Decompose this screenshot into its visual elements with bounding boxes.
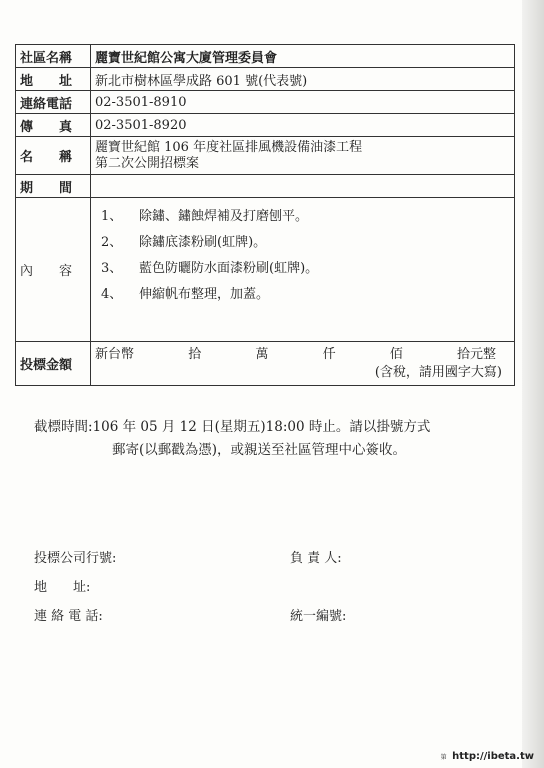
label-phone: 連絡電話 — [16, 91, 91, 114]
price-currency: 新台幣 — [95, 346, 135, 362]
item-text: 除鏽底漆粉刷(虹牌)。 — [139, 235, 267, 250]
deadline-line1: 截標時間:106 年 05 月 12 日(星期五)18:00 時止。請以掛號方式 — [34, 419, 431, 435]
deadline-line2: 郵寄(以郵戳為憑)，或親送至社區管理中心簽收。 — [112, 442, 407, 458]
price-units-row — [95, 346, 510, 364]
price-note: (含稅，請用國字大寫) — [374, 364, 502, 380]
label-period: 期 間 — [16, 175, 91, 198]
value-address: 新北市樹林區學成路 601 號(代表號) — [91, 68, 515, 91]
scanned-page-edge — [522, 0, 544, 768]
value-content — [91, 198, 515, 342]
value-bid-amount — [91, 342, 515, 386]
price-unit: 萬 — [255, 346, 269, 362]
label-community-name: 社區名稱 — [16, 45, 91, 68]
row-phone — [16, 91, 515, 114]
row-period — [16, 175, 515, 198]
price-unit: 佰 — [389, 346, 403, 362]
sign-row — [34, 542, 474, 571]
work-items-list — [95, 204, 510, 308]
item-number: 1、 — [101, 209, 123, 224]
row-community-name — [16, 45, 515, 68]
contact-phone-field: 連 絡 電 話: — [34, 609, 103, 624]
project-name-line1: 麗寶世紀館 106 年度社區排風機設備油漆工程 — [95, 139, 363, 155]
item-number: 4、 — [101, 287, 123, 302]
list-item — [101, 204, 510, 230]
row-address — [16, 68, 515, 91]
label-fax: 傳 真 — [16, 114, 91, 137]
item-number: 3、 — [101, 261, 123, 276]
bidder-signature-block — [34, 542, 474, 629]
responsible-person-field: 負 責 人: — [290, 551, 342, 566]
label-content: 內 容 — [16, 198, 91, 342]
sign-row — [34, 600, 474, 629]
price-unit: 拾 — [188, 346, 202, 362]
price-unit: 拾元整 — [456, 346, 496, 362]
label-project-name: 名 稱 — [16, 137, 91, 175]
value-period — [91, 175, 515, 198]
sign-row — [34, 571, 474, 600]
watermark-url: http://ibeta.tw — [452, 751, 534, 762]
row-fax — [16, 114, 515, 137]
tax-id-field: 統一編號: — [290, 609, 347, 624]
price-unit: 仟 — [322, 346, 336, 362]
value-project-name — [91, 137, 515, 175]
value-phone: 02-3501-8910 — [91, 91, 515, 114]
row-content — [16, 198, 515, 342]
list-item — [101, 230, 510, 256]
row-bid-amount — [16, 342, 515, 386]
item-text: 藍色防曬防水面漆粉刷(虹牌)。 — [139, 261, 319, 276]
company-name-field: 投標公司行號: — [34, 551, 117, 566]
item-number: 2、 — [101, 235, 123, 250]
item-text: 伸縮帆布整理，加蓋。 — [139, 287, 270, 302]
page-footer — [441, 751, 534, 762]
value-fax: 02-3501-8920 — [91, 114, 515, 137]
label-bid-amount: 投標金額 — [16, 342, 91, 386]
value-community-name: 麗寶世紀館公寓大廈管理委員會 — [91, 45, 515, 68]
bidder-address-field: 地 址: — [34, 580, 91, 595]
page-marker: 第 — [440, 754, 447, 761]
item-text: 除鏽、鏽蝕焊補及打磨刨平。 — [139, 209, 309, 224]
list-item — [101, 282, 510, 308]
label-address: 地 址 — [16, 68, 91, 91]
list-item — [101, 256, 510, 282]
deadline-notice — [34, 416, 514, 462]
bid-info-table — [15, 44, 515, 386]
project-name-line2: 第二次公開招標案 — [95, 155, 200, 171]
row-project-name — [16, 137, 515, 175]
